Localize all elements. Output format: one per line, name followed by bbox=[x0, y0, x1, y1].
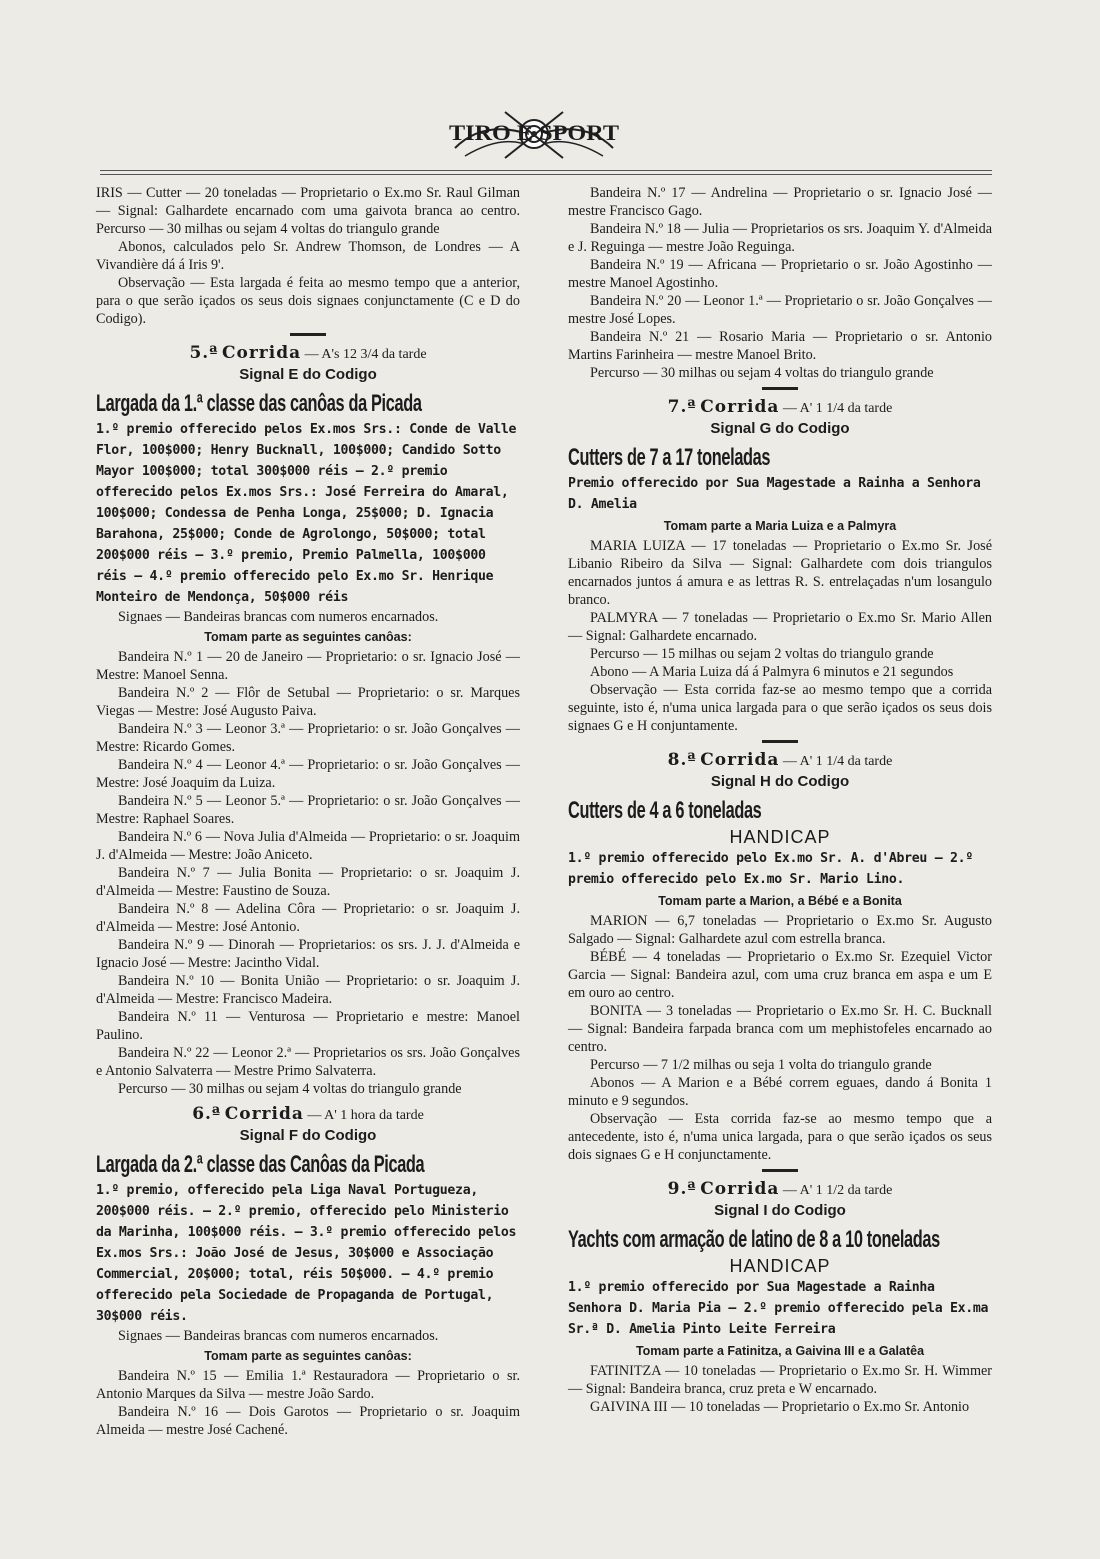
race-6-entry: Bandeira N.º 15 — Emilia 1.ª Restauradora — Proprietario o sr. Antonio Marques da Silva — mestre João Sardo. bbox=[96, 1368, 520, 1402]
race-7-entry: MARIA LUIZA — 17 toneladas — Proprietario o Ex.mo Sr. José Libanio Ribeiro da Silva — Signal: Galhardete com dois triangulos encarnados juntos á amura e as lettras R. S. entrelaçadas n'um losangulo branco. bbox=[568, 538, 992, 608]
race-7-heading: Cutters de 7 a 17 toneladas bbox=[568, 444, 771, 471]
race-6-entry: Bandeira N.º 17 — Andrelina — Proprietario o sr. Ignacio José — mestre Francisco Gago. bbox=[568, 185, 992, 219]
race-word: Corrida bbox=[224, 1104, 304, 1124]
section-separator bbox=[762, 1169, 798, 1172]
race-5-entry: Bandeira N.º 7 — Julia Bonita — Proprietario: o sr. Joaquim J. d'Almeida — Mestre: Faustino de Souza. bbox=[96, 865, 520, 899]
race-7-entry: PALMYRA — 7 toneladas — Proprietario o Ex.mo Sr. Mario Allen — Signal: Galhardete encarnado. bbox=[568, 610, 992, 644]
race-word: Corrida bbox=[221, 343, 302, 363]
race-8-entry: BONITA — 3 toneladas — Proprietario o Ex.mo Sr. H. C. Bucknall — Signal: Bandeira farpada branca com um mephistofeles encarnado ao centro. bbox=[568, 1003, 992, 1055]
race-7-percurso: Percurso — 15 milhas ou sejam 2 voltas do triangulo grande bbox=[590, 646, 934, 662]
race-9-signal: Signal I do Codigo bbox=[714, 1202, 846, 1219]
race-9-prizes: 1.º premio offerecido por Sua Magestade a Rainha Senhora D. Maria Pia — 2.º premio offerecido pela Ex.ma Sr.ª D. Amelia Pinto Leite Ferreira bbox=[568, 1280, 989, 1337]
race-9-entry: FATINITZA — 10 toneladas — Proprietario o Ex.mo Sr. H. Wimmer — Signal: Bandeira branca, cruz preta e W encarnado. bbox=[568, 1363, 992, 1397]
race-6-heading: Largada da 2.ª classe das Canôas da Picada bbox=[96, 1151, 425, 1178]
race-8-participants-heading: Tomam parte a Marion, a Bébé e a Bonita bbox=[658, 894, 902, 908]
race-5-entry: Bandeira N.º 9 — Dinorah — Proprietarios: os srs. J. J. d'Almeida e Ignacio José — Mestre: Jacintho Vidal. bbox=[96, 937, 520, 971]
race-9-participants-heading: Tomam parte a Fatinitza, a Gaivina III e a Galatêa bbox=[635, 1344, 925, 1358]
race-number: 6.ª bbox=[192, 1104, 222, 1124]
race-5-entry: Bandeira N.º 11 — Venturosa — Proprietario e mestre: Manoel Paulino. bbox=[96, 1009, 520, 1043]
race-5-heading: Largada da 1.ª classe das canôas da Picada bbox=[96, 390, 422, 417]
race-time: — A's 12 3/4 da tarde bbox=[304, 347, 427, 362]
section-separator bbox=[290, 333, 326, 336]
race-5-entry: Bandeira N.º 4 — Leonor 4.ª — Proprietario: o sr. João Gonçalves — Mestre: José Joaquim da Luiza. bbox=[96, 757, 520, 791]
race-9-handicap: HANDICAP bbox=[729, 1256, 831, 1276]
section-separator bbox=[762, 740, 798, 743]
left-column bbox=[96, 184, 520, 1439]
race-8-abonos: Abonos — A Marion e a Bébé correm eguaes, dando á Bonita 1 minuto e 9 segundos. bbox=[568, 1075, 992, 1109]
race-8-entry: MARION — 6,7 toneladas — Proprietario o Ex.mo Sr. Augusto Salgado — Signal: Galhardete azul com estrella branca. bbox=[568, 913, 992, 947]
race-7-title bbox=[568, 397, 992, 419]
race-8-prizes: 1.º premio offerecido pelo Ex.mo Sr. A. d'Abreu — 2.º premio offerecido pelo Ex.mo Sr. Mario Lino. bbox=[568, 851, 973, 887]
race-6-participants-heading: Tomam parte as seguintes canôas: bbox=[204, 1349, 412, 1363]
race-number: 7.ª bbox=[667, 397, 697, 417]
section-separator bbox=[762, 387, 798, 390]
race-6-entry: Bandeira N.º 19 — Africana — Proprietario o sr. João Agostinho — mestre Manoel Agostinho. bbox=[568, 257, 992, 291]
race-6-signaes: Signaes — Bandeiras brancas com numeros encarnados. bbox=[118, 1328, 439, 1344]
race-6-percurso: Percurso — 30 milhas ou sejam 4 voltas do triangulo grande bbox=[590, 365, 934, 381]
header-rule-2 bbox=[100, 174, 992, 175]
race-7-prizes: Premio offerecido por Sua Magestade a Rainha a Senhora D. Amelia bbox=[568, 476, 981, 512]
race-word: Corrida bbox=[700, 397, 780, 417]
race-7-participants-heading: Tomam parte a Maria Luiza e a Palmyra bbox=[663, 519, 897, 533]
race-5-prizes: 1.º premio offerecido pelos Ex.mos Srs.: Conde de Valle Flor, 100$000; Henry Bucknall, 100$000; Candido Sotto Mayor 100$000; total 300$000 réis — 2.º premio offerecido pelos Ex.mos Srs.: José Ferreira do Amaral, 100$000; Condessa de Penha Longa, 25$000; D. Ignacia Barahona, 25$000; Conde de Agrolongo, 50$000; total 200$000 réis — 3.º premio, Premio Palmella, 100$000 réis — 4.º premio offerecido pelo Ex.mo Sr. Henrique Monteiro de Mendonça, 50$000 réis bbox=[96, 422, 517, 605]
race-word: Corrida bbox=[700, 1179, 780, 1199]
race-5-entry: Bandeira N.º 6 — Nova Julia d'Almeida — Proprietario: o sr. Joaquim J. d'Almeida — Mestre: João Aniceto. bbox=[96, 829, 520, 863]
race-time: — A' 1 1/2 da tarde bbox=[782, 1183, 893, 1198]
race-number: 8.ª bbox=[667, 750, 697, 770]
race-7-signal: Signal G do Codigo bbox=[710, 420, 850, 437]
race-9-title bbox=[568, 1179, 992, 1201]
logo-text: TIRO E SPORT bbox=[449, 120, 620, 145]
right-column bbox=[568, 184, 992, 1416]
race-number: 5.ª bbox=[189, 343, 219, 363]
masthead-logo bbox=[445, 108, 623, 164]
header-rule bbox=[100, 170, 992, 171]
race-5-signaes: Signaes — Bandeiras brancas com numeros encarnados. bbox=[118, 609, 439, 625]
race-5-title bbox=[96, 343, 520, 365]
iris-abonos: Abonos, calculados pelo Sr. Andrew Thomson, de Londres — A Vivandière dá á Iris 9'. bbox=[96, 239, 520, 273]
race-5-percurso: Percurso — 30 milhas ou sejam 4 voltas do triangulo grande bbox=[118, 1081, 462, 1097]
iris-entry: IRIS — Cutter — 20 toneladas — Proprietario o Ex.mo Sr. Raul Gilman — Signal: Galhardete encarnado com uma gaivota branca ao centro. Percurso — 30 milhas ou sejam 4 voltas do triangulo grande bbox=[96, 185, 520, 237]
race-8-observacao: Observação — Esta corrida faz-se ao mesmo tempo que a antecedente, isto é, n'uma unica largada, para o que serão içados os seus dois signaes G e H conjunctamente. bbox=[568, 1111, 992, 1163]
race-9-entry: GAIVINA III — 10 toneladas — Proprietario o Ex.mo Sr. Antonio bbox=[590, 1399, 970, 1415]
race-8-title bbox=[568, 750, 992, 772]
race-5-entry: Bandeira N.º 10 — Bonita União — Proprietario: o sr. Joaquim J. d'Almeida — Mestre: Francisco Madeira. bbox=[96, 973, 520, 1007]
race-time: — A' 1 1/4 da tarde bbox=[782, 754, 893, 769]
race-time: — A' 1 1/4 da tarde bbox=[782, 401, 893, 416]
race-9-heading: Yachts com armação de latino de 8 a 10 toneladas bbox=[568, 1226, 940, 1253]
race-word: Corrida bbox=[700, 750, 780, 770]
race-6-signal: Signal F do Codigo bbox=[239, 1127, 377, 1144]
race-6-entry: Bandeira N.º 20 — Leonor 1.ª — Proprietario o sr. João Gonçalves — mestre José Lopes. bbox=[568, 293, 992, 327]
race-5-participants-heading: Tomam parte as seguintes canôas: bbox=[204, 630, 412, 644]
race-6-entry: Bandeira N.º 18 — Julia — Proprietarios os srs. Joaquim Y. d'Almeida e J. Reguinga — mestre João Reguinga. bbox=[568, 221, 992, 255]
race-6-prizes: 1.º premio, offerecido pela Liga Naval Portugueza, 200$000 réis. — 2.º premio, offerecido pelo Ministerio da Marinha, 100$000 réis. — 3.º premio offerecido pelos Ex.mos Srs.: João José de Jesus, 30$000 e Associação Commercial, 20$000; total, réis 50$000. — 4.º premio offerecido pela Sociedade de Propaganda de Portugal, 30$000 réis. bbox=[96, 1183, 517, 1324]
race-6-entry: Bandeira N.º 21 — Rosario Maria — Proprietario o sr. Antonio Martins Farinheira — mestre Manoel Brito. bbox=[568, 329, 992, 363]
race-5-entry: Bandeira N.º 22 — Leonor 2.ª — Proprietarios os srs. João Gonçalves e Antonio Salvaterra — Mestre Primo Salvaterra. bbox=[96, 1045, 520, 1079]
race-5-entry: Bandeira N.º 8 — Adelina Côra — Proprietario: o sr. Joaquim J. d'Almeida — Mestre: José Antonio. bbox=[96, 901, 520, 935]
race-5-signal: Signal E do Codigo bbox=[239, 366, 377, 383]
race-7-observacao: Observação — Esta corrida faz-se ao mesmo tempo que a corrida seguinte, isto é, n'uma unica largada para o que serão içados os seus dois signaes G e H conjuntamente. bbox=[568, 682, 992, 734]
race-5-entry: Bandeira N.º 3 — Leonor 3.ª — Proprietario: o sr. João Gonçalves — Mestre: Ricardo Gomes. bbox=[96, 721, 520, 755]
race-6-entry: Bandeira N.º 16 — Dois Garotos — Proprietario o sr. Joaquim Almeida — mestre José Cachené. bbox=[96, 1404, 520, 1438]
race-5-entry: Bandeira N.º 1 — 20 de Janeiro — Proprietario: o sr. Ignacio José — Mestre: Manoel Senna. bbox=[96, 649, 520, 683]
race-8-heading: Cutters de 4 a 6 toneladas bbox=[568, 797, 762, 824]
race-number: 9.ª bbox=[667, 1179, 697, 1199]
race-time: — A' 1 hora da tarde bbox=[307, 1108, 424, 1123]
race-8-signal: Signal H do Codigo bbox=[710, 773, 850, 790]
race-5-entry: Bandeira N.º 2 — Flôr de Setubal — Proprietario: o sr. Marques Viegas — Mestre: José Augusto Paiva. bbox=[96, 685, 520, 719]
iris-observacao: Observação — Esta largada é feita ao mesmo tempo que a anterior, para o que serão içados os seus dois signaes conjunctamente (C e D do Codigo). bbox=[96, 275, 520, 327]
race-8-percurso: Percurso — 7 1/2 milhas ou seja 1 volta do triangulo grande bbox=[590, 1057, 932, 1073]
race-5-entry: Bandeira N.º 5 — Leonor 5.ª — Proprietario: o sr. João Gonçalves — Mestre: Raphael Soares. bbox=[96, 793, 520, 827]
race-8-handicap: HANDICAP bbox=[729, 827, 831, 847]
race-8-entry: BÉBÉ — 4 toneladas — Proprietario o Ex.mo Sr. Ezequiel Victor Garcia — Signal: Bandeira azul, com uma cruz branca em aspa e um E em ouro ao centro. bbox=[568, 949, 992, 1001]
race-7-abono: Abono — A Maria Luiza dá á Palmyra 6 minutos e 21 segundos bbox=[590, 664, 954, 680]
race-6-title bbox=[96, 1104, 520, 1126]
